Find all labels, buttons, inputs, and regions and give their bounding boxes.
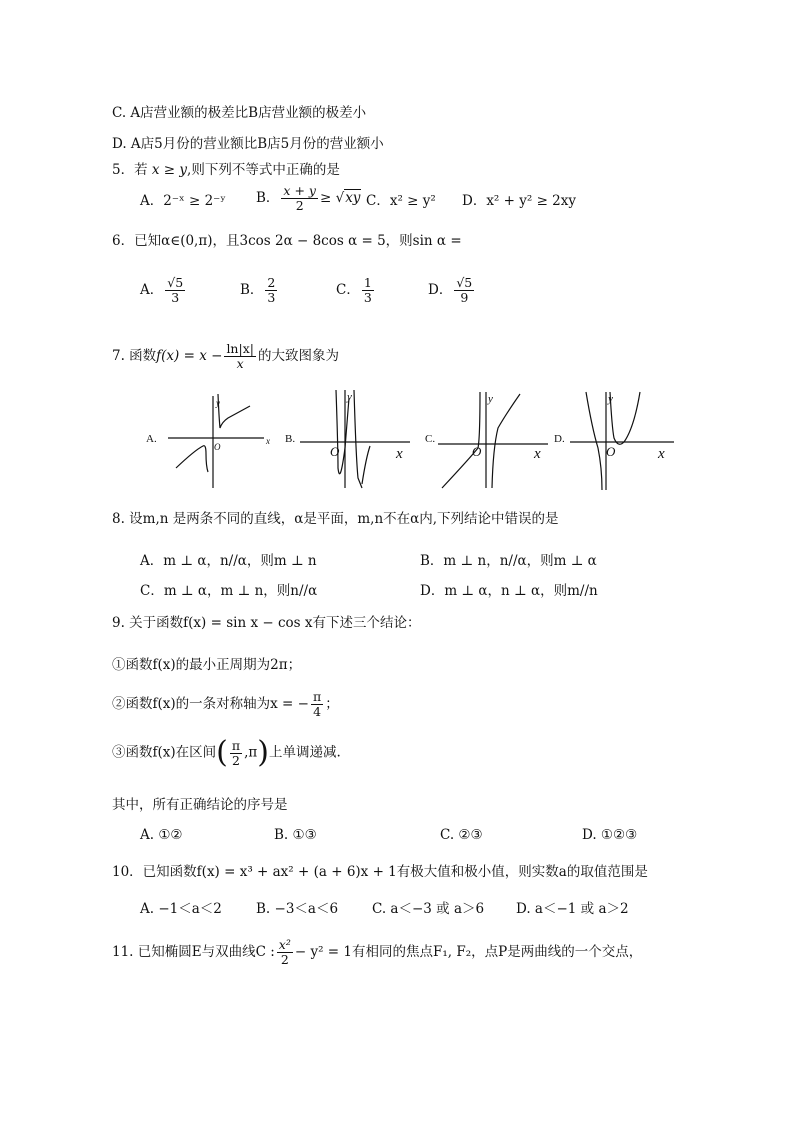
graph-a-label: A. [146,433,157,445]
q10-stem: 10．已知函数f(x) = x³ + ax² + (a + 6)x + 1有极大值和极小值，则实数a的取值范围是 [112,864,648,880]
q9-statement-3: ③函数f(x)在区间( $\frac{\pi}{2}$ ,π)上单调递减. [112,735,341,770]
graph-b-label: B. [285,433,296,445]
q6-option-c: C． $\frac{1}{3}$ [336,275,372,305]
q8-option-b: B．m ⊥ n，n//α，则m ⊥ α [420,553,597,569]
q9-option-b: B. ①③ [274,827,317,843]
q6-stem: 6．已知α∈(0,π)，且3cos 2α − 8cos α = 5，则sin α = [112,233,462,249]
q5-option-d: D．x² + y² ≥ 2xy [462,193,577,209]
graph-a-y: y [216,398,220,408]
q8-option-c: C．m ⊥ α，m ⊥ n，则n//α [140,583,318,599]
q9-stem: 9. 关于函数f(x) = sin x − cos x有下述三个结论： [112,615,421,631]
graph-c-origin: O [472,444,482,459]
q6-option-d: D． $\frac{√5}{9}$ [428,275,473,305]
q11-stem: 11. 已知椭圆E与双曲线C : $\frac{\text{x²}}{2}$ − y² = 1有相同的焦点F₁, F₂，点P是两曲线的一个交点， [112,937,643,967]
q7-graph-options [140,388,680,492]
q7-stem: 7. 函数f(x) = x − $\frac{\ln|x|}{x}$ 的大致图象为 [112,341,339,371]
q8-option-a: A．m ⊥ α，n//α，则m ⊥ n [140,553,317,569]
graph-d-origin: O [606,444,616,459]
q9-option-c: C. ②③ [440,827,483,843]
q6-option-b: B． $\frac{2}{3}$ [240,275,276,305]
graph-b-x: x [396,446,403,462]
q10-option-d: D. a＜−1 或 a＞2 [516,901,629,917]
q5-option-a: A．2⁻ˣ ≥ 2⁻ʸ [140,193,227,209]
q9-statement-1: ①函数f(x)的最小正周期为2π； [112,657,302,673]
graph-d-label: D. [554,433,565,445]
graph-a-x: x [266,436,270,446]
q9-statement-2: ②函数f(x)的一条对称轴为x = − $\frac{\pi}{4}$ ； [112,689,339,719]
q9-option-d: D. ①②③ [582,827,638,843]
graph-b-y: y [347,391,352,403]
graph-a-origin: O [214,442,221,452]
graph-b-origin: O [330,444,340,459]
q6-option-a: A． $\frac{√5}{3}$ [140,275,184,305]
graph-c-label: C. [425,433,436,445]
graph-d-x: x [658,446,665,462]
q9-question: 其中，所有正确结论的序号是 [112,797,288,813]
q5-option-c: C．x² ≥ y² [366,193,436,209]
graph-d-y: y [608,393,613,405]
q10-option-c: C. a＜−3 或 a＞6 [372,901,485,917]
q10-option-b: B. −3＜a＜6 [256,901,339,917]
q8-option-d: D．m ⊥ α，n ⊥ α，则m//n [420,583,598,599]
q10-option-a: A. −1＜a＜2 [140,901,222,917]
q9-option-a: A. ①② [140,827,183,843]
q5-stem: 5．若 x ≥ y,则下列不等式中正确的是 [112,162,340,178]
graph-c-y: y [488,393,493,405]
option-c-prev: C. A店营业额的极差比B店营业额的极差小 [112,105,367,121]
q5-option-b: B． $\frac{x + y}{2}$ ≥ √xy [256,183,361,213]
graph-c-x: x [534,446,541,462]
option-d-prev: D. A店5月份的营业额比B店5月份的营业额小 [112,136,384,152]
q8-stem: 8. 设m,n 是两条不同的直线，α是平面，m,n不在α内,下列结论中错误的是 [112,511,559,527]
